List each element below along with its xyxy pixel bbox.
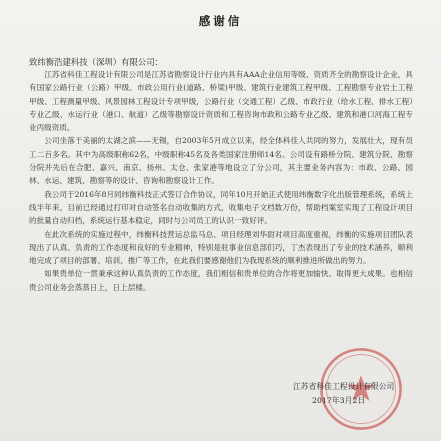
letter-title: 感谢信 bbox=[198, 14, 243, 28]
paragraph-closing: 如果贵单位一贯秉承这种认真负责的工作态度，我们相信和贵单位的合作将更加愉快、取得更大成果。也相信贵公司业务会蒸蒸日上，日上层楼。 bbox=[29, 269, 413, 292]
salutation: 致纬衡浩建科技（深圳）有限公司： bbox=[29, 57, 163, 67]
paragraph-cooperation: 我公司于2016年8月同纬衡科技正式签订合作协议，同年10月开始正式使用纬衡数字化出版管理系统，系统上线半年来，目前已经通过打印对自动签名自动收集的方式，收集电子文档数万份，帮助档案室实现了工程设计项目的批量自动归档，系统运行基本稳定，同时与公司员工的认识一致好评。 bbox=[29, 189, 413, 226]
letter-body bbox=[29, 68, 413, 294]
signature-organization: 江苏省科佳工程设计有限公司 bbox=[293, 382, 395, 391]
paragraph-company-location: 公司坐落于美丽的太湖之滨——无锡，自2003年5月成立以来，经全体科佳人共同的努力，发展壮大，现有员工二百多名。其中为高级职称62名，中级职称45名及各类国家注册师14名。公司设有路桥分院、建筑分院、勘察分院并先后在合肥、嘉兴、南京、扬州、太仓、张家港等地设立了分公司，其主要业务内容为：市政、公路、园林、水运、建筑、勘察等的设计、咨询和勘察设计工作。 bbox=[29, 136, 413, 186]
paragraph-company-intro: 江苏省科佳工程设计有限公司是江苏省勘察设计行业内具有AAA企业信用等级、资质齐全的勘察设计企业，具有国家公路行业（公路）甲级、市政公用行业(道路、桥梁)甲级、建筑行业建筑工程甲级、工程勘察专业岩土工程甲级、工程测量甲级、风景园林工程设计专项甲级，公路行业（交通工程）乙级、市政行业（给水工程、排水工程）专业乙级、水运行业（港口、航道）乙级等勘察设计资质和工程咨询市政和公路专业乙级、建筑和港口河海工程专业丙级资质。 bbox=[29, 70, 413, 133]
paragraph-implementation: 在此次系统的实施过程中，纬衡科技营运总监马总、项目经理刘华尉对项目高度重视，纬衡的实施项目团队表现出了认真、负责的工作态度和良好的专业精神，特别是驻事业信息部们巧，丁杰表现出了专业的技术涵养，顺利地完成了项目的部署、培训、推广等工作，在此我们要感谢他们为我现系统的顺利推进所做出的努力。 bbox=[29, 229, 413, 266]
signature-date: 2017年3月2日 bbox=[312, 396, 366, 405]
